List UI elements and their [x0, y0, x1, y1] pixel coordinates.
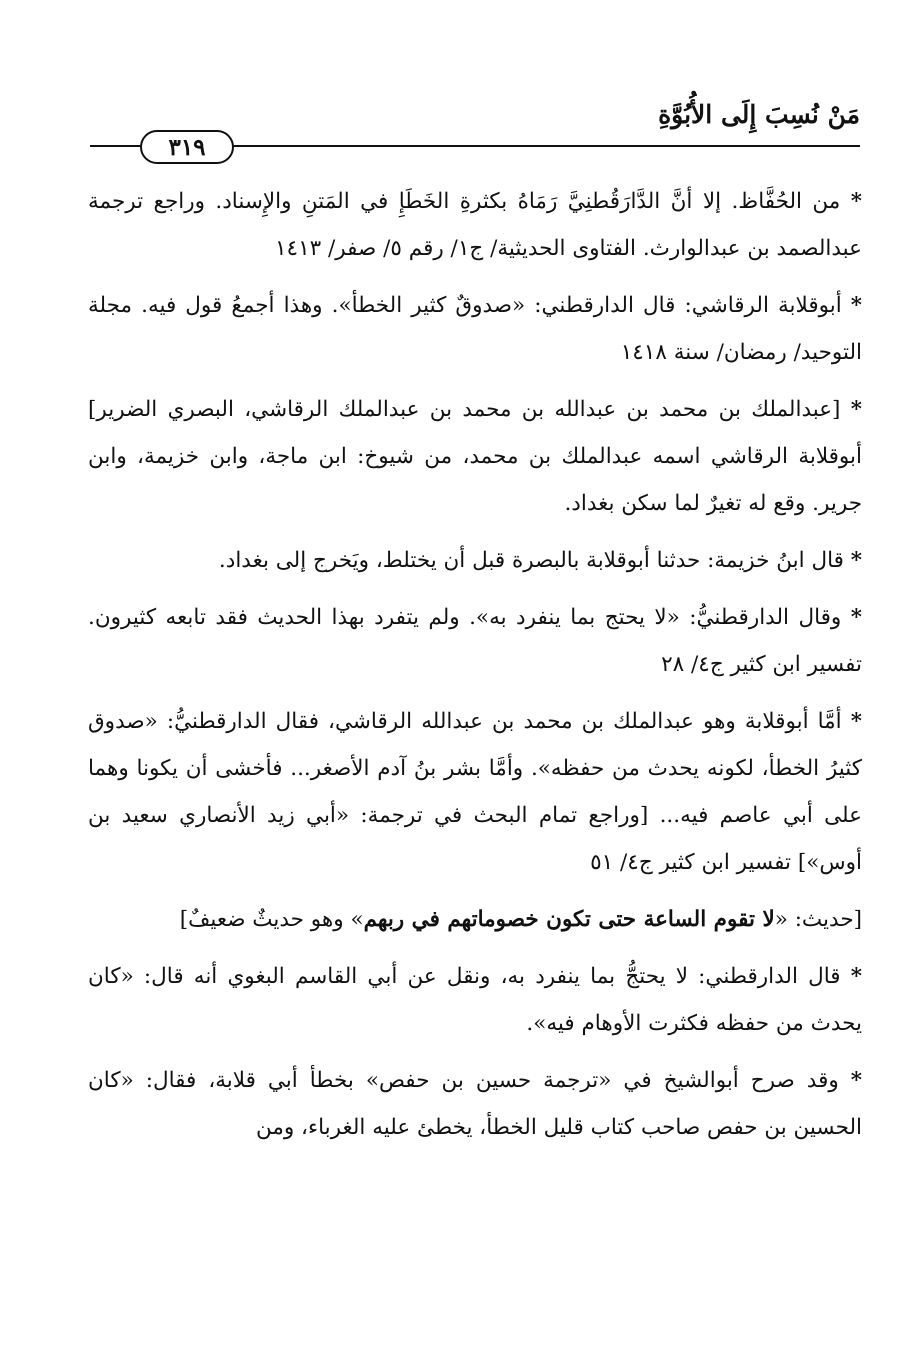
- body-text: [88, 178, 862, 1161]
- bullet-star-icon: *: [850, 397, 862, 422]
- paragraph: [88, 594, 862, 688]
- bullet-star-icon: *: [850, 709, 862, 734]
- paragraph-text: وقال الدارقطنيُّ: «لا يحتج بما ينفرد به». ولم يتفرد بهذا الحديث فقد تابعه كثيرون. تفسير ابن كثير ج٤/ ٢٨: [88, 605, 862, 677]
- hadith-paragraph: [88, 896, 862, 943]
- page-number-badge: ٣١٩: [140, 130, 234, 164]
- paragraph: [88, 537, 862, 584]
- paragraph-text: من الحُفَّاظ. إلا أنَّ الدَّارَقُطنِيَّ رَمَاهُ بكثرةِ الخَطَإِ في المَتنِ والإِسناد. وراجع ترجمة عبدالصمد بن عبدالوارث. الفتاوى الحديثية/ ج١/ رقم ٥/ صفر/ ١٤١٣: [88, 189, 862, 261]
- bullet-star-icon: *: [850, 964, 862, 989]
- paragraph-text: وقد صرح أبوالشيخ في «ترجمة حسين بن حفص» بخطأ أبي قلابة، فقال: «كان الحسين بن حفص صاحب كتاب قليل الخطأ، يخطئ عليه الغرباء، ومن: [88, 1068, 862, 1140]
- page-header: [90, 88, 860, 163]
- paragraph: [88, 1057, 862, 1151]
- bullet-star-icon: *: [850, 189, 862, 214]
- paragraph-text: قال الدارقطني: لا يحتجُّ بما ينفرد به، ونقل عن أبي القاسم البغوي أنه قال: «كان يحدث من حفظه فكثرت الأوهام فيه».: [88, 964, 862, 1036]
- paragraph: [88, 698, 862, 886]
- paragraph-text: أبوقلابة الرقاشي: قال الدارقطني: «صدوقٌ كثير الخطأ». وهذا أجمعُ قول فيه. مجلة التوحيد/ رمضان/ سنة ١٤١٨: [88, 293, 862, 365]
- running-title: مَنْ نُسِبَ إِلَى الأُبُوَّةِ: [658, 100, 860, 129]
- bullet-star-icon: *: [850, 605, 863, 630]
- hadith-suffix: » وهو حديثٌ ضعيفٌ]: [179, 907, 364, 932]
- bullet-star-icon: *: [850, 548, 862, 573]
- paragraph: [88, 386, 862, 527]
- hadith-text: لا تقوم الساعة حتى تكون خصوماتهم في ربهم: [363, 907, 775, 932]
- paragraph-text: أمَّا أبوقلابة وهو عبدالملك بن محمد بن عبدالله الرقاشي، فقال الدارقطنيُّ: «صدوق كثيرُ الخطأ، لكونه يحدث من حفظه». وأمَّا بشر بنُ آدم الأصغر... فأخشى أن يكونا وهما على أبي عاصم فيه... [وراجع تمام البحث في ترجمة: «أبي زيد الأنصاري سعيد بن أوس»] تفسير ابن كثير ج٤/ ٥١: [88, 709, 862, 875]
- hadith-prefix: [حديث: «: [774, 907, 862, 932]
- paragraph-text: [عبدالملك بن محمد بن عبدالله بن محمد بن عبدالملك الرقاشي، البصري الضرير] أبوقلابة الرقاشي اسمه عبدالملك بن محمد، من شيوخ: ابن ماجة، وابن خزيمة، وابن جرير. وقع له تغيرٌ لما سكن بغداد.: [88, 397, 862, 516]
- paragraph: [88, 282, 862, 376]
- bullet-star-icon: *: [850, 1068, 862, 1093]
- paragraph: [88, 953, 862, 1047]
- bullet-star-icon: *: [850, 293, 862, 318]
- paragraph-text: قال ابنُ خزيمة: حدثنا أبوقلابة بالبصرة قبل أن يختلط، ويَخرج إلى بغداد.: [218, 548, 844, 573]
- paragraph: [88, 178, 862, 272]
